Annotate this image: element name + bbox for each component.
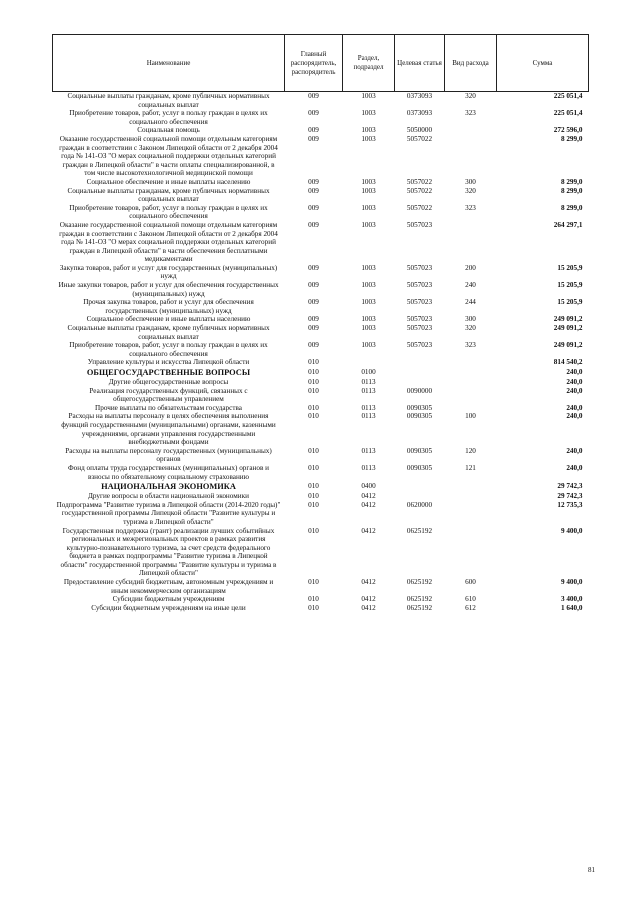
row-razdel: 1003 [361,203,376,212]
row-celevaya: 5057023 [406,298,433,307]
row-vid [445,387,497,404]
row-glavny: 009 [308,341,319,350]
row-vid [445,404,497,413]
row-celevaya: 5057022 [406,186,433,195]
table-row [53,298,589,315]
table-header [53,35,589,92]
row-name: Предоставление субсидий бюджетным, автономным учреждениям и иным некоммерческим организациям [63,578,274,595]
row-vid: 240 [465,281,476,290]
row-summa: 225 051,4 [553,109,583,118]
row-name: Другие общегосударственные вопросы [108,378,229,386]
row-vid: 600 [465,578,476,587]
row-vid: 612 [465,603,476,612]
table-body [53,92,589,613]
row-glavny: 010 [308,603,319,612]
row-celevaya [395,378,445,387]
row-name: Прочая закупка товаров, работ и услуг для обеспечения государственных (муниципальных) нужд [83,298,254,315]
row-vid: 320 [465,186,476,195]
row-name: Приобретение товаров, работ, услуг в пользу граждан в целях их социального обеспечения [69,109,268,126]
row-glavny: 010 [308,463,319,472]
row-celevaya: 0625192 [406,526,433,535]
row-name: Расходы на выплаты персоналу государственных (муниципальных) органов [65,446,272,464]
table-row [53,204,589,221]
row-razdel: 1003 [361,263,376,272]
row-name: Приобретение товаров, работ, услуг в пользу граждан в целях их социального обеспечения [69,341,268,358]
row-razdel: 1003 [361,92,376,100]
row-name: Социальные выплаты гражданам, кроме публичных нормативных социальных выплат [67,324,270,341]
table-row [53,135,589,178]
row-razdel: 0412 [361,526,376,535]
section-row [53,367,589,378]
row-celevaya: 5057023 [406,324,433,333]
row-glavny: 009 [308,220,319,229]
row-celevaya [395,481,445,492]
row-name: Закупка товаров, работ и услуг для государственных (муниципальных) нужд [59,263,278,281]
row-glavny: 010 [308,578,319,587]
header-razdel: Раздел, подраздел [343,35,395,92]
table-row [53,324,589,341]
row-name: Социальные выплаты гражданам, кроме публичных нормативных социальных выплат [67,92,270,109]
table-row [53,187,589,204]
row-razdel: 1003 [361,315,376,324]
row-vid: 323 [465,109,476,118]
table-row [53,281,589,298]
row-summa: 249 091,2 [553,341,583,350]
row-celevaya: 0090000 [406,386,433,395]
row-summa: 240,0 [566,378,583,386]
row-summa: 225 051,4 [553,92,583,100]
row-glavny: 009 [308,324,319,333]
table-row [53,264,589,281]
budget-page [52,34,588,612]
row-glavny: 010 [308,446,319,455]
row-name: Подпрограмма "Развитие туризма в Липецкой области (2014-2020 годы)" государственной программы Липецкой области "Развитие культуры и туризма в Липецкой области" [56,500,281,526]
row-vid: 300 [465,315,476,324]
row-name: Социальная помощь [137,126,200,135]
row-razdel: 0412 [361,578,376,587]
row-glavny: 010 [308,386,319,395]
row-vid: 610 [465,595,476,604]
row-vid [445,126,497,135]
row-razdel [343,358,395,367]
row-vid [445,492,497,501]
row-celevaya: 0625192 [406,578,433,587]
row-summa: 272 596,0 [553,126,583,135]
row-summa: 15 205,9 [557,298,583,307]
row-razdel: 0412 [361,603,376,612]
row-summa: 3 400,0 [560,595,583,604]
row-vid [445,221,497,264]
row-vid: 200 [465,263,476,272]
row-vid: 320 [465,92,476,100]
row-glavny: 009 [308,263,319,272]
table-row [53,492,589,501]
table-row [53,501,589,527]
row-summa: 264 297,1 [553,220,583,229]
row-razdel: 1003 [361,126,376,135]
table-row [53,527,589,579]
row-name: Приобретение товаров, работ, услуг в пользу граждан в целях их социального обеспечения [69,203,268,221]
row-razdel: 1003 [361,177,376,186]
row-razdel: 0113 [361,378,376,386]
row-celevaya: 0625192 [406,595,433,604]
table-row [53,126,589,135]
budget-table [52,34,589,612]
row-vid [445,135,497,178]
row-razdel: 1003 [361,298,376,307]
header-glavny: Главный распорядитель, распорядитель [285,35,343,92]
table-row [53,358,589,367]
row-summa: 240,0 [566,403,583,412]
row-celevaya: 0090305 [406,412,433,421]
row-razdel: 0412 [361,500,376,509]
header-celevaya: Целевая статья [395,35,445,92]
row-vid: 300 [465,177,476,186]
row-glavny: 009 [308,109,319,118]
row-vid [445,527,497,579]
row-vid [445,367,497,378]
row-vid: 320 [465,324,476,333]
row-razdel: 1003 [361,220,376,229]
table-row [53,221,589,264]
header-vid: Вид расхода [445,35,497,92]
row-summa: 249 091,2 [553,315,583,324]
row-razdel: 0412 [361,492,376,501]
row-name: Реализация государственных функций, связанных с общегосударственным управлением [89,386,248,404]
row-glavny: 009 [308,315,319,324]
row-celevaya: 0373093 [406,92,433,100]
row-name: Социальное обеспечение и иные выплаты населению [86,177,251,186]
row-glavny: 010 [308,482,319,491]
row-name: Управление культуры и искусства Липецкой области [87,358,250,367]
row-razdel: 0113 [361,403,376,412]
row-name: Оказание государственной социальной помощи отдельным категориям граждан в соответствии с Законом Липецкой области от 2 декабря 2004 года № 141-ОЗ "О мерах социальной поддержки отдельных категорий граждан в Липецкой области" в части оплаты специализированной, в том числе высокотехнологичной медицинской помощи [59,134,278,178]
row-summa: 240,0 [566,386,583,395]
row-glavny: 010 [308,412,319,421]
row-name: Иные закупки товаров, работ и услуг для обеспечения государственных (муниципальных) нужд [58,281,279,298]
row-celevaya: 5057023 [406,281,433,290]
row-vid [445,378,497,387]
table-row [53,341,589,358]
row-summa: 9 400,0 [560,578,583,587]
row-celevaya: 5057022 [406,203,433,212]
row-celevaya: 5057023 [406,220,433,229]
row-summa: 15 205,9 [557,263,583,272]
row-vid [445,501,497,527]
row-summa: 15 205,9 [557,281,583,290]
row-glavny: 010 [308,378,319,386]
row-celevaya: 0090305 [406,463,433,472]
table-row [53,378,589,387]
row-glavny: 010 [308,526,319,535]
row-name: Оказание государственной социальной помощи отдельным категориям граждан в соответствии с Законом Липецкой области от 2 декабря 2004 года № 141-ОЗ "О мерах социальной поддержки отдельных категорий граждан в Липецкой области" в части обеспечения бесплатными медикаментами [59,220,278,264]
row-summa: 9 400,0 [560,526,583,535]
table-row [53,92,589,110]
row-razdel: 0113 [361,446,376,455]
row-summa: 12 735,3 [557,500,583,509]
row-name: Субсидии бюджетным учреждениям [112,595,225,604]
header-name: Наименование [53,35,285,92]
table-row [53,447,589,464]
row-summa: 29 742,3 [557,492,583,501]
row-glavny: 010 [308,358,319,367]
row-summa: 1 640,0 [560,603,583,612]
row-vid [445,481,497,492]
row-celevaya: 0625192 [406,603,433,612]
row-razdel: 0113 [361,386,376,395]
row-vid [445,358,497,367]
table-row [53,178,589,187]
row-celevaya: 5057023 [406,263,433,272]
row-glavny: 009 [308,92,319,100]
row-vid: 323 [465,341,476,350]
row-vid: 323 [465,203,476,212]
row-celevaya [395,492,445,501]
table-row [53,578,589,595]
row-celevaya [395,367,445,378]
row-glavny: 010 [308,492,319,501]
row-glavny: 009 [308,203,319,212]
row-razdel: 0412 [361,595,376,604]
row-vid: 120 [465,446,476,455]
row-glavny: 009 [308,134,319,143]
row-celevaya [395,358,445,367]
row-vid: 244 [465,298,476,307]
table-row [53,595,589,604]
table-row [53,315,589,324]
row-summa: 814 540,2 [553,358,583,367]
row-glavny: 009 [308,177,319,186]
row-celevaya: 5057022 [406,134,433,143]
row-summa: 8 299,0 [560,186,583,195]
row-name: Расходы на выплаты персоналу в целях обеспечения выполнения функций государственными (муниципальными) органами, казенными учреждениями, органами управления государственными внебюджетными фондами [61,412,276,447]
row-summa: 240,0 [566,446,583,455]
row-glavny: 010 [308,500,319,509]
row-celevaya: 5057022 [406,177,433,186]
row-name: Прочие выплаты по обязательствам государства [95,403,242,412]
row-celevaya: 0090305 [406,403,433,412]
row-razdel: 1003 [361,341,376,350]
table-row [53,387,589,404]
row-summa: 240,0 [566,368,583,376]
section-row [53,481,589,492]
row-glavny: 009 [308,281,319,290]
row-celevaya: 5057023 [406,315,433,324]
row-razdel: 1003 [361,281,376,290]
header-summa: Сумма [497,35,589,92]
row-name: Фонд оплаты труда государственных (муниципальных) органов и взносы по обязательному социальному страхованию [67,463,270,481]
row-vid: 121 [465,463,476,472]
row-summa: 240,0 [566,412,583,421]
row-razdel: 0113 [361,412,376,421]
row-summa: 29 742,3 [557,482,583,491]
row-summa: 249 091,2 [553,324,583,333]
row-celevaya: 5057023 [406,341,433,350]
row-glavny: 010 [308,595,319,604]
row-name: НАЦИОНАЛЬНАЯ ЭКОНОМИКА [101,482,236,492]
row-summa: 8 299,0 [560,134,583,143]
row-razdel: 0400 [361,482,376,491]
row-celevaya: 0090305 [406,446,433,455]
page-number: 81 [588,866,595,874]
row-razdel: 1003 [361,109,376,118]
row-name: Государственная поддержка (грант) реализации лучших событийных региональных и межрегиональных проектов в рамках развития культурно-познавательного туризма, за счет средств федерального бюджета в рамках подпрограммы "Развитие туризма в Липецкой области" государственной программы "Развитие культуры и туризма в Липецкой области" [60,526,277,578]
row-razdel: 0113 [361,463,376,472]
row-glavny: 009 [308,186,319,195]
row-vid: 100 [465,412,476,421]
row-name: Субсидии бюджетным учреждениям на иные цели [91,603,246,612]
row-celevaya: 5050000 [406,126,433,135]
row-name: Социальное обеспечение и иные выплаты населению [86,315,251,324]
table-row [53,604,589,613]
table-row [53,412,589,446]
row-razdel: 1003 [361,186,376,195]
row-razdel: 0100 [361,368,376,376]
table-row [53,404,589,413]
row-name: ОБЩЕГОСУДАРСТВЕННЫЕ ВОПРОСЫ [86,368,251,377]
row-celevaya: 0620000 [406,500,433,509]
row-razdel: 1003 [361,324,376,333]
row-summa: 8 299,0 [560,203,583,212]
row-summa: 8 299,0 [560,177,583,186]
row-glavny: 010 [308,403,319,412]
row-glavny: 009 [308,126,319,135]
row-summa: 240,0 [566,463,583,472]
table-row [53,464,589,481]
row-razdel: 1003 [361,134,376,143]
row-name: Другие вопросы в области национальной экономики [88,492,249,501]
row-glavny: 009 [308,298,319,307]
row-glavny: 010 [308,368,319,376]
table-row [53,109,589,126]
row-name: Социальные выплаты гражданам, кроме публичных нормативных социальных выплат [67,186,270,204]
row-celevaya: 0373093 [406,109,433,118]
